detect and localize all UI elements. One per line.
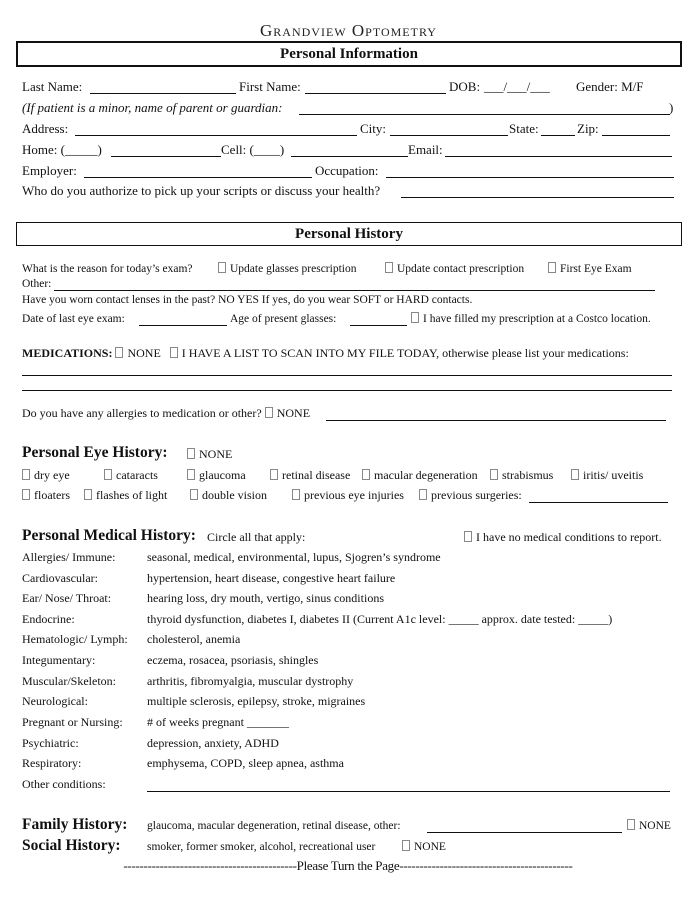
checkbox-icon: [187, 448, 195, 459]
medical-history-title: Personal Medical History:: [22, 527, 196, 544]
medical-label: Muscular/Skeleton:: [22, 674, 116, 688]
medical-value[interactable]: thyroid dysfunction, diabetes I, diabetes II (Current A1c level: _____ approx. date tested: _____): [147, 612, 613, 626]
checkbox-icon: [187, 469, 195, 480]
medical-value[interactable]: emphysema, COPD, sleep apnea, asthma: [147, 756, 344, 770]
section-header-personal-info: Personal Information: [16, 41, 682, 67]
medical-label: Integumentary:: [22, 653, 96, 667]
home-phone-field[interactable]: [111, 156, 221, 157]
address-label: Address:: [22, 121, 69, 136]
last-exam-field[interactable]: [139, 325, 227, 326]
family-history-none-checkbox[interactable]: NONE: [627, 819, 671, 834]
occupation-label: Occupation:: [315, 163, 379, 178]
dob-field[interactable]: ___/___/___: [484, 79, 550, 94]
eye-macular-degeneration[interactable]: macular degeneration: [362, 468, 478, 483]
family-history-other-field[interactable]: [427, 832, 622, 833]
checkbox-icon: [104, 469, 112, 480]
checkbox-icon: [84, 489, 92, 500]
previous-surgeries-field[interactable]: [529, 502, 668, 503]
social-history-title: Social History:: [22, 837, 121, 854]
section-header-personal-history: Personal History: [16, 222, 682, 246]
eye-iritis-uveitis[interactable]: iritis/ uveitis: [571, 468, 643, 483]
zip-field[interactable]: [602, 135, 670, 136]
cell-phone-label: Cell: (____): [221, 142, 285, 157]
medical-label: Pregnant or Nursing:: [22, 715, 123, 729]
medical-label: Hematologic/ Lymph:: [22, 632, 128, 646]
city-field[interactable]: [390, 135, 508, 136]
checkbox-icon: [464, 531, 472, 542]
medical-value[interactable]: seasonal, medical, environmental, lupus, Sjogren’s syndrome: [147, 550, 441, 564]
checkbox-icon: [22, 469, 30, 480]
eye-cataracts[interactable]: cataracts: [104, 468, 158, 483]
eye-history-none-checkbox[interactable]: NONE: [187, 447, 232, 462]
eye-flashes-of-light[interactable]: flashes of light: [84, 488, 167, 503]
home-phone-label: Home: (_____): [22, 142, 102, 157]
checkbox-icon: [170, 347, 178, 358]
medical-value[interactable]: cholesterol, anemia: [147, 632, 241, 646]
allergies-field[interactable]: [326, 420, 666, 421]
no-medical-conditions-checkbox[interactable]: I have no medical conditions to report.: [464, 530, 662, 545]
reason-option-glasses[interactable]: Update glasses prescription: [218, 262, 356, 277]
zip-label: Zip:: [577, 121, 599, 136]
address-field[interactable]: [75, 135, 357, 136]
eye-dry-eye[interactable]: dry eye: [22, 468, 70, 483]
medical-value[interactable]: # of weeks pregnant _______: [147, 715, 289, 729]
family-history-title: Family History:: [22, 816, 128, 833]
checkbox-icon: [419, 489, 427, 500]
costco-checkbox[interactable]: I have filled my prescription at a Costco location.: [411, 312, 651, 327]
medications-none-checkbox[interactable]: NONE: [115, 346, 160, 360]
guardian-label: (If patient is a minor, name of parent or guardian:: [22, 100, 283, 115]
checkbox-icon: [362, 469, 370, 480]
eye-previous-surgeries[interactable]: previous surgeries:: [419, 488, 522, 503]
medical-history-instruction: Circle all that apply:: [207, 530, 306, 544]
medical-value[interactable]: hypertension, heart disease, congestive heart failure: [147, 571, 396, 585]
medical-label: Allergies/ Immune:: [22, 550, 116, 564]
checkbox-icon: [190, 489, 198, 500]
checkbox-icon: [218, 262, 226, 273]
email-label: Email:: [408, 142, 443, 157]
social-history-options[interactable]: smoker, former smoker, alcohol, recreational user: [147, 841, 376, 853]
eye-previous-injuries[interactable]: previous eye injuries: [292, 488, 404, 503]
other-reason-field[interactable]: [54, 290, 655, 291]
employer-label: Employer:: [22, 163, 77, 178]
last-name-field[interactable]: [90, 93, 236, 94]
checkbox-icon: [490, 469, 498, 480]
eye-glaucoma[interactable]: glaucoma: [187, 468, 246, 483]
last-name-label: Last Name:: [22, 79, 83, 94]
medical-value[interactable]: eczema, rosacea, psoriasis, shingles: [147, 653, 319, 667]
reason-option-first-exam[interactable]: First Eye Exam: [548, 262, 632, 277]
medical-label: Endocrine:: [22, 612, 75, 626]
medical-label: Other conditions:: [22, 777, 106, 791]
glasses-age-field[interactable]: [350, 325, 407, 326]
allergies-question: Do you have any allergies to medication or other? NONE: [22, 406, 311, 420]
employer-field[interactable]: [84, 177, 312, 178]
medications-row: MEDICATIONS: NONE I HAVE A LIST TO SCAN INTO MY FILE TODAY, otherwise please list your medications:: [22, 346, 629, 360]
medical-label: Cardiovascular:: [22, 571, 98, 585]
checkbox-icon: [402, 840, 410, 851]
medical-label: Neurological:: [22, 694, 88, 708]
eye-double-vision[interactable]: double vision: [190, 488, 267, 503]
state-label: State:: [509, 121, 539, 136]
allergies-none-checkbox[interactable]: NONE: [265, 406, 310, 420]
state-field[interactable]: [541, 135, 575, 136]
medical-value[interactable]: depression, anxiety, ADHD: [147, 736, 279, 750]
checkbox-icon: [22, 489, 30, 500]
reason-question: What is the reason for today’s exam?: [22, 263, 193, 275]
guardian-close-paren: ): [669, 100, 674, 115]
email-field[interactable]: [445, 156, 672, 157]
checkbox-icon: [270, 469, 278, 480]
medications-list-checkbox[interactable]: I HAVE A LIST TO SCAN INTO MY FILE TODAY, otherwise please list your medications:: [170, 346, 629, 360]
other-label: Other:: [22, 278, 52, 290]
checkbox-icon: [627, 819, 635, 830]
gender-field[interactable]: Gender: M/F: [576, 79, 644, 94]
medical-label: Respiratory:: [22, 756, 82, 770]
checkbox-icon: [571, 469, 579, 480]
reason-option-contacts[interactable]: Update contact prescription: [385, 262, 524, 277]
contacts-question: Have you worn contact lenses in the past? NO YES If yes, do you wear SOFT or HARD contacts.: [22, 294, 473, 306]
checkbox-icon: [411, 312, 419, 323]
eye-strabismus[interactable]: strabismus: [490, 468, 553, 483]
medical-value[interactable]: multiple sclerosis, epilepsy, stroke, migraines: [147, 694, 366, 708]
authorize-field[interactable]: [401, 197, 674, 198]
practice-title: Grandview Optometry: [260, 21, 437, 40]
other-conditions-field[interactable]: [147, 791, 670, 792]
medications-field-2[interactable]: [22, 390, 672, 391]
checkbox-icon: [548, 262, 556, 273]
medical-label: Psychiatric:: [22, 736, 79, 750]
dob-label: DOB:: [449, 79, 481, 94]
glasses-age-label: Age of present glasses:: [230, 313, 337, 325]
eye-retinal-disease[interactable]: retinal disease: [270, 468, 350, 483]
social-history-none-checkbox[interactable]: NONE: [402, 840, 446, 855]
authorize-label: Who do you authorize to pick up your scripts or discuss your health?: [22, 183, 381, 198]
last-exam-label: Date of last eye exam:: [22, 313, 125, 325]
checkbox-icon: [385, 262, 393, 273]
medical-value[interactable]: arthritis, fibromyalgia, muscular dystrophy: [147, 674, 354, 688]
medical-value[interactable]: hearing loss, dry mouth, vertigo, sinus conditions: [147, 591, 384, 605]
medical-label: Ear/ Nose/ Throat:: [22, 591, 112, 605]
checkbox-icon: [265, 407, 273, 418]
family-history-options[interactable]: glaucoma, macular degeneration, retinal disease, other:: [147, 820, 401, 832]
cell-phone-field[interactable]: [291, 156, 408, 157]
eye-floaters[interactable]: floaters: [22, 488, 70, 503]
first-name-field[interactable]: [305, 93, 446, 94]
turn-page-footer: -------------------------------------------Please Turn the Page-------------------------------------------: [123, 858, 573, 873]
checkbox-icon: [292, 489, 300, 500]
medications-field-1[interactable]: [22, 375, 672, 376]
eye-history-title: Personal Eye History:: [22, 444, 168, 461]
first-name-label: First Name:: [239, 79, 301, 94]
guardian-field[interactable]: [299, 114, 670, 115]
checkbox-icon: [115, 347, 123, 358]
city-label: City:: [360, 121, 387, 136]
occupation-field[interactable]: [386, 177, 674, 178]
